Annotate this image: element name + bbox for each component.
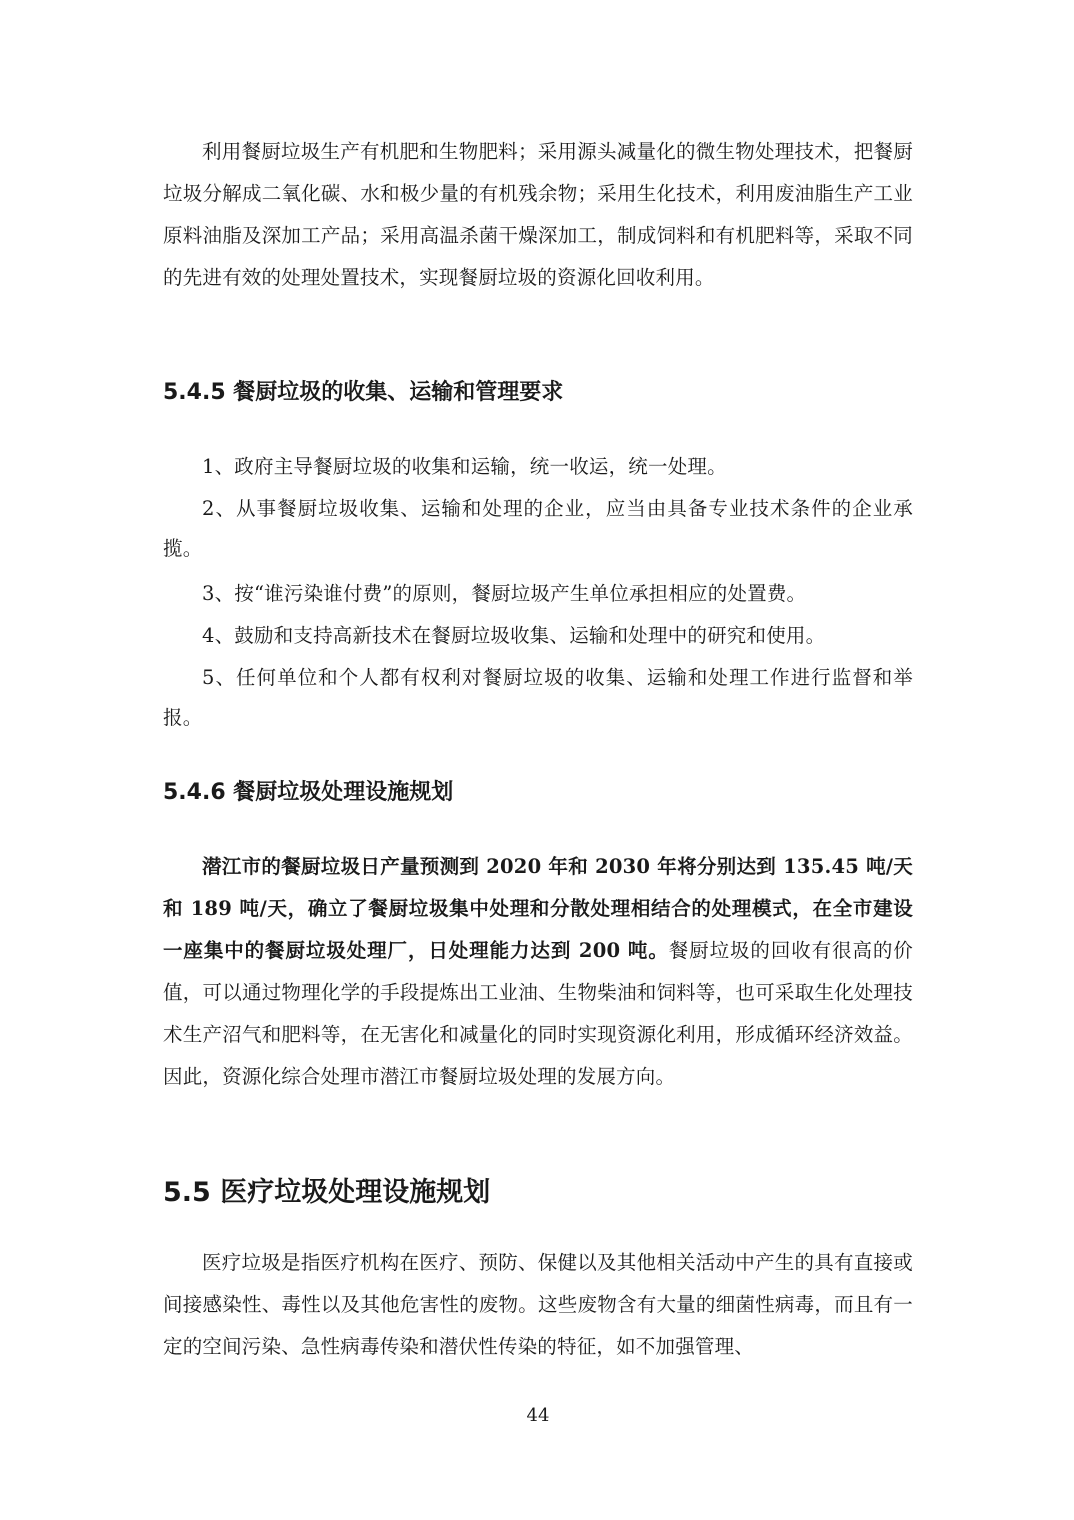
paragraph-medical-waste: 医疗垃圾是指医疗机构在医疗、预防、保健以及其他相关活动中产生的具有直接或间接感染性、毒性以及其他危害性的废物。这些废物含有大量的细菌性病毒，而且有一定的空间污染、急性病毒传染和潜伏性传染的特征，如不加强管理、 <box>163 1251 913 1358</box>
paragraph-food-waste-planning <box>163 846 913 1098</box>
list-item-2: 2、从事餐厨垃圾收集、运输和处理的企业，应当由具备专业技术条件的企业承揽。 <box>163 497 913 560</box>
heading-5-4-5: 5.4.5 餐厨垃圾的收集、运输和管理要求 <box>163 380 564 405</box>
paragraph-food-waste-utilization: 利用餐厨垃圾生产有机肥和生物肥料；采用源头减量化的微生物处理技术，把餐厨垃圾分解成二氧化碳、水和极少量的有机残余物；采用生化技术，利用废油脂生产工业原料油脂及深加工产品；采用高温杀菌干燥深加工，制成饲料和有机肥料等，采取不同的先进有效的处理处置技术，实现餐厨垃圾的资源化回收利用。 <box>163 140 913 289</box>
paragraph-normal-run: 餐厨垃圾的回收有很高的价值，可以通过物理化学的手段提炼出工业油、生物柴油和饲料等，也可采取生化处理技术生产沼气和肥料等，在无害化和减量化的同时实现资源化利用，形成循环经济效益。因此，资源化综合处理市潜江市餐厨垃圾处理的发展方向。 <box>163 939 913 1088</box>
document-page <box>163 0 913 1520</box>
list-item-3: 3、按“谁污染谁付费”的原则，餐厨垃圾产生单位承担相应的处置费。 <box>202 582 807 605</box>
list-item-5: 5、任何单位和个人都有权利对餐厨垃圾的收集、运输和处理工作进行监督和举报。 <box>163 666 913 729</box>
page-number: 44 <box>526 1405 550 1426</box>
list-item-1: 1、政府主导餐厨垃圾的收集和运输，统一收运，统一处理。 <box>202 455 727 478</box>
heading-5-5: 5.5 医疗垃圾处理设施规划 <box>163 1177 491 1208</box>
list-item-4: 4、鼓励和支持高新技术在餐厨垃圾收集、运输和处理中的研究和使用。 <box>202 624 826 647</box>
heading-5-4-6: 5.4.6 餐厨垃圾处理设施规划 <box>163 780 454 805</box>
paragraph-bold-run: 潜江市的餐厨垃圾日产量预测到 2020 年和 2030 年将分别达到 135.45 吨/天和 189 吨/天，确立了餐厨垃圾集中处理和分散处理相结合的处理模式，在全市建设一座集中的餐厨垃圾处理厂，日处理能力达到 200 吨。 <box>163 855 913 962</box>
